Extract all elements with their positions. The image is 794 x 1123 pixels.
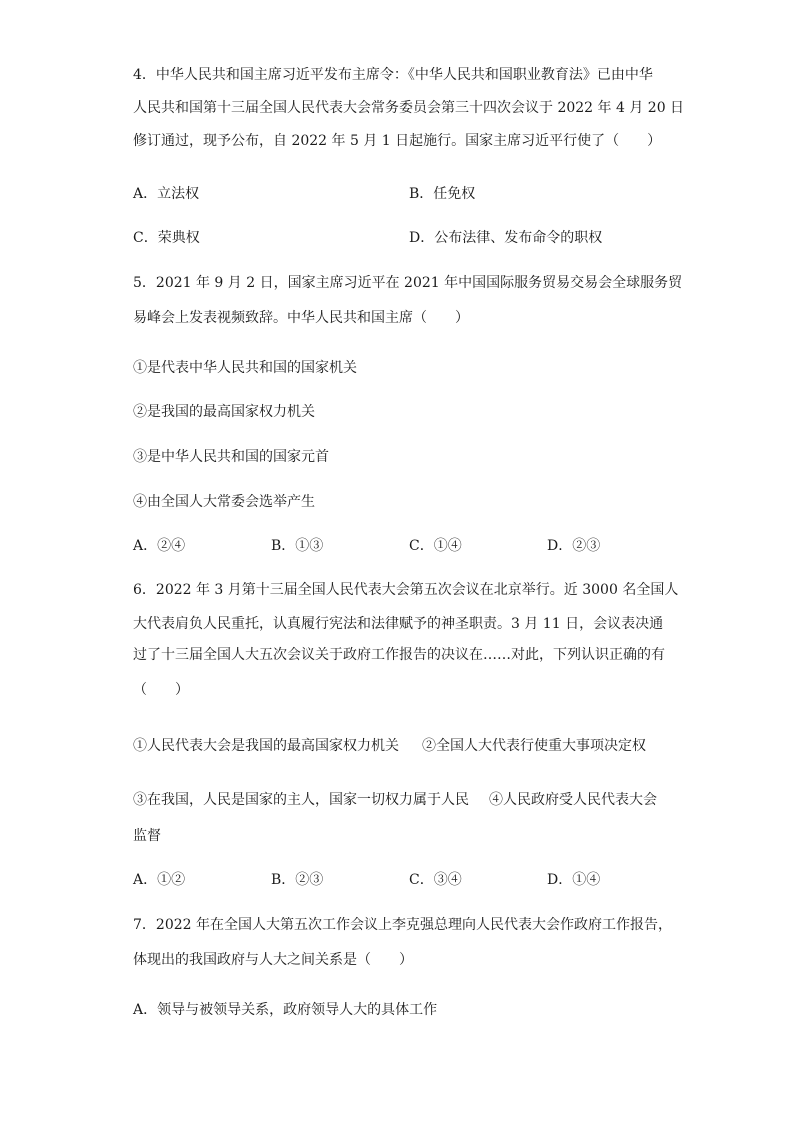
question-6-option-d: D．①④ [547,872,601,888]
question-4-option-c: C．荣典权 [133,230,200,246]
question-6-statement-3: ③在我国，人民是国家的主人，国家一切权力属于人民 [133,792,469,808]
question-6-stem-line-4: （ ） [133,682,189,698]
question-5-statement-2: ②是我国的最高国家权力机关 [133,404,315,420]
question-5-option-c: C．①④ [409,538,462,554]
question-5-option-b: B．①③ [271,538,324,554]
question-7-option-a: A．领导与被领导关系，政府领导人大的具体工作 [133,1002,438,1018]
question-6-statement-4-continued: 监督 [133,828,161,844]
question-4-option-b: B．任免权 [409,186,476,202]
question-6-statement-1: ①人民代表大会是我国的最高国家权力机关 [133,738,399,754]
question-6-option-b: B．②③ [271,872,324,888]
question-5-stem-line-1: 5．2021 年 9 月 2 日，国家主席习近平在 2021 年中国国际服务贸易交易会全球服务贸 [133,275,683,291]
question-5-stem-line-2: 易峰会上发表视频致辞。中华人民共和国主席（ ） [133,310,469,326]
question-6-statement-2: ②全国人大代表行使重大事项决定权 [422,738,646,754]
question-5-statement-3: ③是中华人民共和国的国家元首 [133,449,329,465]
question-4-stem-line-1: 4．中华人民共和国主席习近平发布主席令：《中华人民共和国职业教育法》已由中华 [133,67,653,83]
question-4-option-d: D．公布法律、发布命令的职权 [409,230,603,246]
question-5-option-d: D．②③ [547,538,601,554]
question-6-option-a: A．①② [133,872,186,888]
question-5-option-a: A．②④ [133,538,186,554]
question-4-option-a: A．立法权 [133,186,200,202]
question-6-stem-line-2: 大代表肩负人民重托，认真履行宪法和法律赋予的神圣职责。3 月 11 日，会议表决通 [133,616,664,632]
question-7-stem-line-1: 7．2022 年在全国人大第五次工作会议上李克强总理向人民代表大会作政府工作报告， [133,917,672,933]
question-7-stem-line-2: 体现出的我国政府与人大之间关系是（ ） [133,952,413,968]
question-6-option-c: C．③④ [409,872,462,888]
question-6-stem-line-1: 6．2022 年 3 月第十三届全国人民代表大会第五次会议在北京举行。近 3000 名全国人 [133,582,679,598]
question-6-stem-line-3: 过了十三届全国人大五次会议关于政府工作报告的决议在……对此，下列认识正确的有 [133,647,665,663]
question-5-statement-1: ①是代表中华人民共和国的国家机关 [133,360,357,376]
question-6-statement-4: ④人民政府受人民代表大会 [489,792,657,808]
question-5-statement-4: ④由全国人大常委会选举产生 [133,494,315,510]
question-4-stem-line-3: 修订通过，现予公布，自 2022 年 5 月 1 日起施行。国家主席习近平行使了（ ） [133,133,662,149]
question-4-stem-line-2: 人民共和国第十三届全国人民代表大会常务委员会第三十四次会议于 2022 年 4 月 20 日 [133,100,685,116]
